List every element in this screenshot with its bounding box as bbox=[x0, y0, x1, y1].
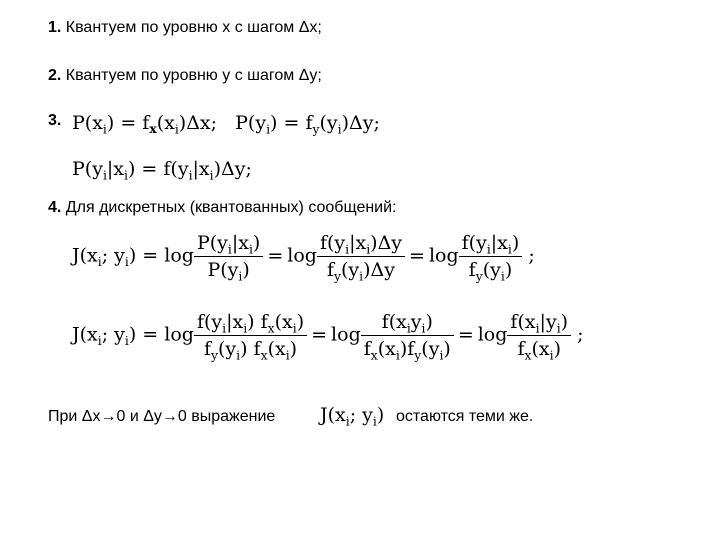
formula-p-xi: $P(x_i) = f_x(x_i)\Delta x$; $P(y_i) = f_y(y_i)\Delta y$; bbox=[72, 112, 380, 137]
item-1-number: 1. bbox=[48, 19, 62, 36]
item-3-number: 3. bbox=[48, 112, 62, 129]
formula-j-first: $J(x_i$; $y_i) = \log$ $\frac{P(y_i|x_i)}{P(y_i)}$ = log $\frac{f(y_i|x_i)\Delta y}{f_y(y_i)\Delta y}$ = log $\frac{f(y_i|x_i)}{f_y(y_i)}$ ; bbox=[72, 232, 535, 284]
formula-j-inline: $J(x_i$; $y_i$) bbox=[320, 404, 385, 429]
item-1-text bbox=[48, 19, 322, 37]
formula-j-second: $J(x_i$; $y_i) = \log$ $\frac{f(y_i|x_i) f_x(x_i)}{f_y(y_i) f_x(x_i)}$ = log $\frac{f(x_iy_i)}{f_x(x_i)f_y(y_i)}$ = log $\frac{f(x_i|y_i)}{f_x(x_i)}$ ; bbox=[72, 311, 584, 363]
footer-after: остаются теми же. bbox=[396, 408, 534, 425]
item-4-label: Для дискретных (квантованных) сообщений: bbox=[61, 199, 397, 216]
formula-p-yi-given-xi: $P(y_i|x_i) = f(y_i|x_i)\Delta y$; bbox=[72, 158, 252, 183]
item-1-label: Квантуем по уровню x с шагом Δx; bbox=[61, 19, 322, 36]
item-2-number: 2. bbox=[48, 67, 62, 84]
item-4-text bbox=[48, 199, 397, 217]
item-2-label: Квантуем по уровню y с шагом Δy; bbox=[61, 67, 322, 84]
item-3-number-line bbox=[48, 112, 61, 130]
footer-before: При Δx→0 и Δy→0 выражение bbox=[48, 408, 276, 425]
item-4-number: 4. bbox=[48, 199, 62, 216]
item-2-text bbox=[48, 67, 322, 85]
